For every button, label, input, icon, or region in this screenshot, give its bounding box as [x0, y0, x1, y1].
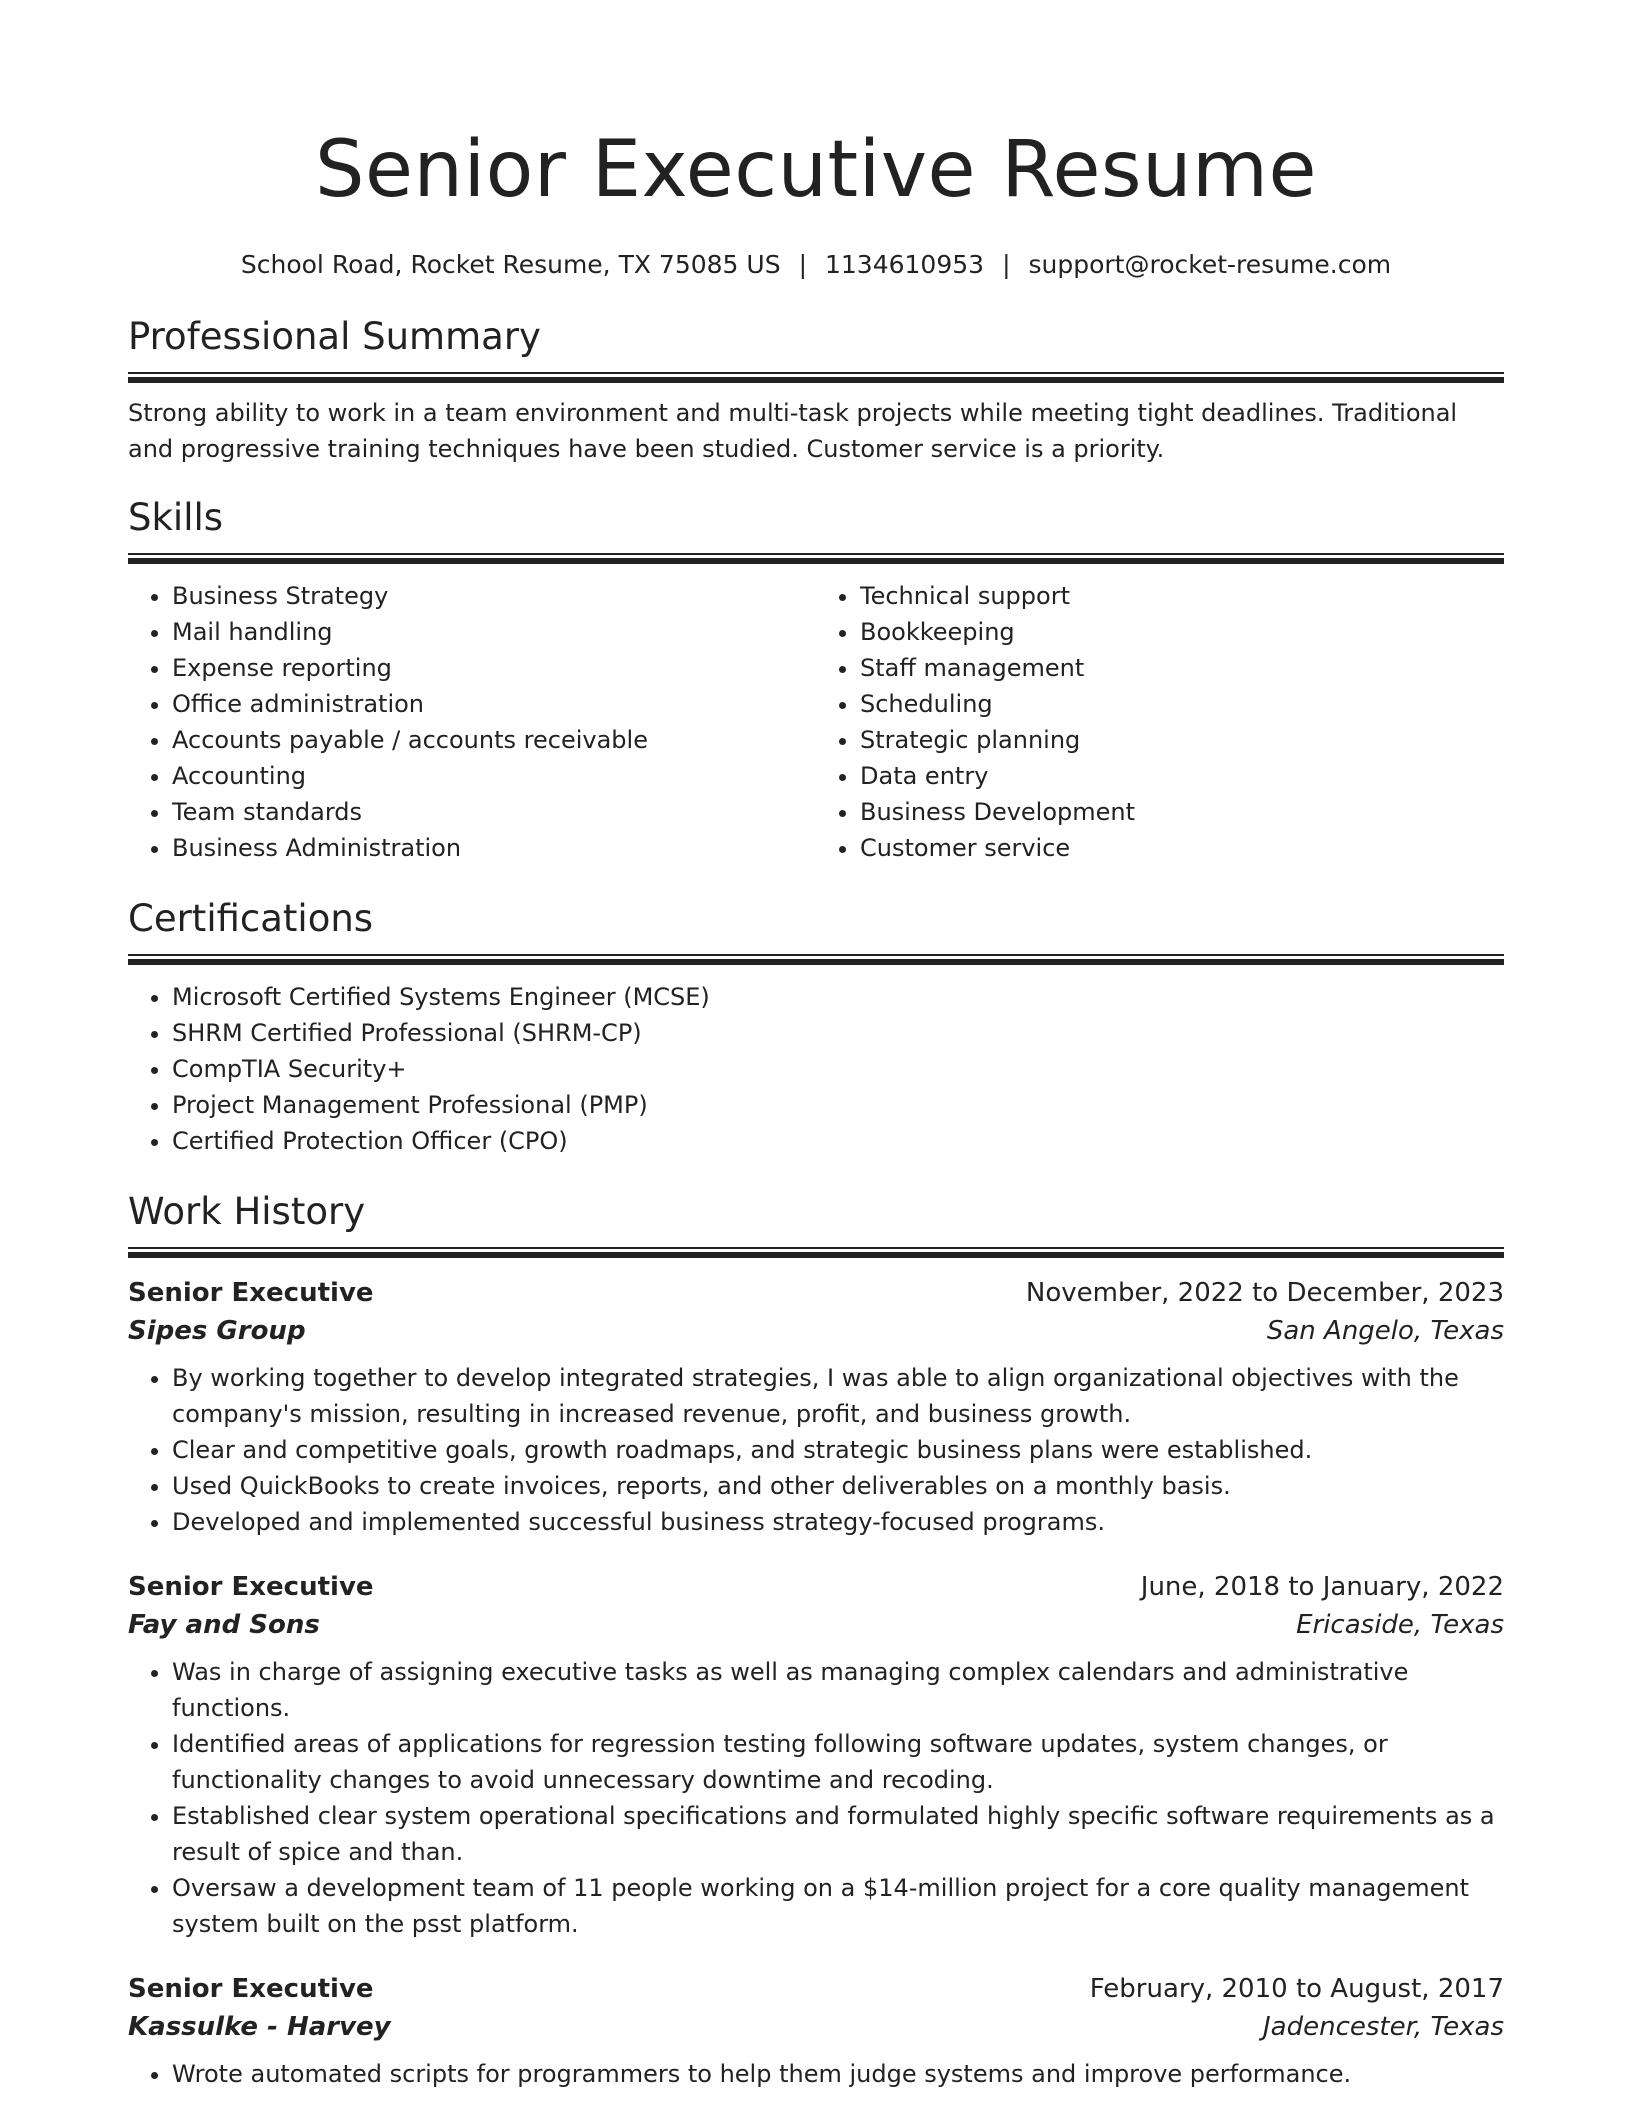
job-bullet: • Developed and implemented successful business strategy-focused programs. [172, 1504, 1504, 1540]
certification-item: • SHRM Certified Professional (SHRM-CP) [172, 1015, 1504, 1051]
job-entry [128, 1970, 1504, 2092]
skills-section [128, 493, 1504, 866]
contact-line [128, 248, 1504, 282]
skill-item: • Mail handling [172, 614, 816, 650]
job-bullet: • Used QuickBooks to create invoices, reports, and other deliverables on a monthly basis. [172, 1468, 1504, 1504]
job-bullets [128, 1360, 1504, 1540]
job-bullets [128, 1654, 1504, 1942]
job-company: Kassulke - Harvey [128, 2012, 391, 2042]
job-title: Senior Executive [128, 1572, 374, 1602]
job-bullet: • Clear and competitive goals, growth roadmaps, and strategic business plans were established. [172, 1432, 1504, 1468]
job-company: Sipes Group [128, 1316, 306, 1346]
contact-address: School Road, Rocket Resume, TX 75085 US [240, 250, 781, 279]
skill-item: • Customer service [860, 830, 1504, 866]
job-entry [128, 1274, 1504, 1540]
skills-list-right [816, 578, 1504, 866]
job-bullet: • By working together to develop integrated strategies, I was able to align organizational objectives with the company's mission, resulting in increased revenue, profit, and business growth. [172, 1360, 1504, 1432]
job-bullet: • Identified areas of applications for regression testing following software updates, system changes, or functionality changes to avoid unnecessary downtime and recoding. [172, 1726, 1504, 1798]
skill-item: • Business Administration [172, 830, 816, 866]
job-dates: June, 2018 to January, 2022 [1140, 1572, 1504, 1602]
contact-phone: 1134610953 [825, 250, 985, 279]
certification-item: • Project Management Professional (PMP) [172, 1087, 1504, 1123]
job-company: Fay and Sons [128, 1610, 320, 1640]
skill-item: • Business Development [860, 794, 1504, 830]
work-history-section [128, 1187, 1504, 2092]
certification-item: • Microsoft Certified Systems Engineer (MCSE) [172, 979, 1504, 1015]
job-location: Ericaside, Texas [1296, 1610, 1504, 1640]
job-title: Senior Executive [128, 1974, 374, 2004]
section-divider [128, 1247, 1504, 1258]
skills-heading: Skills [128, 496, 224, 539]
contact-separator: | [1002, 250, 1011, 279]
skills-list-left [128, 578, 816, 866]
certification-item: • CompTIA Security+ [172, 1051, 1504, 1087]
job-bullet: • Was in charge of assigning executive tasks as well as managing complex calendars and administrative functions. [172, 1654, 1504, 1726]
skill-item: • Accounting [172, 758, 816, 794]
job-entry [128, 1568, 1504, 1942]
skills-grid [128, 578, 1504, 866]
job-header-row [128, 1970, 1504, 2008]
job-location: Jadencester, Texas [1263, 2012, 1504, 2042]
skill-item: • Technical support [860, 578, 1504, 614]
job-company-row [128, 1312, 1504, 1350]
resume-title: Senior Executive Resume [315, 125, 1317, 215]
certifications-list [128, 979, 1504, 1159]
contact-separator: | [798, 250, 807, 279]
section-divider [128, 553, 1504, 564]
section-divider [128, 954, 1504, 965]
job-company-row [128, 1606, 1504, 1644]
job-bullets [128, 2056, 1504, 2092]
skill-item: • Data entry [860, 758, 1504, 794]
skill-item: • Accounts payable / accounts receivable [172, 722, 816, 758]
contact-email[interactable]: support@rocket-resume.com [1028, 250, 1392, 279]
job-bullet: • Wrote automated scripts for programmers to help them judge systems and improve performance. [172, 2056, 1504, 2092]
skill-item: • Business Strategy [172, 578, 816, 614]
job-company-row [128, 2008, 1504, 2046]
skill-item: • Bookkeeping [860, 614, 1504, 650]
job-dates: November, 2022 to December, 2023 [1025, 1278, 1504, 1308]
summary-text: Strong ability to work in a team environment and multi-task projects while meeting tight deadlines. Traditional and progressive training techniques have been studied. Customer service is a priority. [128, 399, 1458, 463]
certification-item: • Certified Protection Officer (CPO) [172, 1123, 1504, 1159]
job-title: Senior Executive [128, 1278, 374, 1308]
skill-item: • Office administration [172, 686, 816, 722]
summary-section [128, 312, 1504, 467]
skill-item: • Strategic planning [860, 722, 1504, 758]
job-dates: February, 2010 to August, 2017 [1089, 1974, 1504, 2004]
job-bullet: • Established clear system operational specifications and formulated highly specific software requirements as a result of spice and than. [172, 1798, 1504, 1870]
summary-heading: Professional Summary [128, 315, 541, 358]
job-bullet: • Oversaw a development team of 11 people working on a $14-million project for a core quality management system built on the psst platform. [172, 1870, 1504, 1942]
job-header-row [128, 1274, 1504, 1312]
skill-item: • Scheduling [860, 686, 1504, 722]
skill-item: • Team standards [172, 794, 816, 830]
certifications-section [128, 894, 1504, 1159]
work-history-heading: Work History [128, 1190, 366, 1233]
skill-item: • Staff management [860, 650, 1504, 686]
job-header-row [128, 1568, 1504, 1606]
certifications-heading: Certifications [128, 897, 374, 940]
job-location: San Angelo, Texas [1266, 1316, 1504, 1346]
section-divider [128, 372, 1504, 383]
skill-item: • Expense reporting [172, 650, 816, 686]
